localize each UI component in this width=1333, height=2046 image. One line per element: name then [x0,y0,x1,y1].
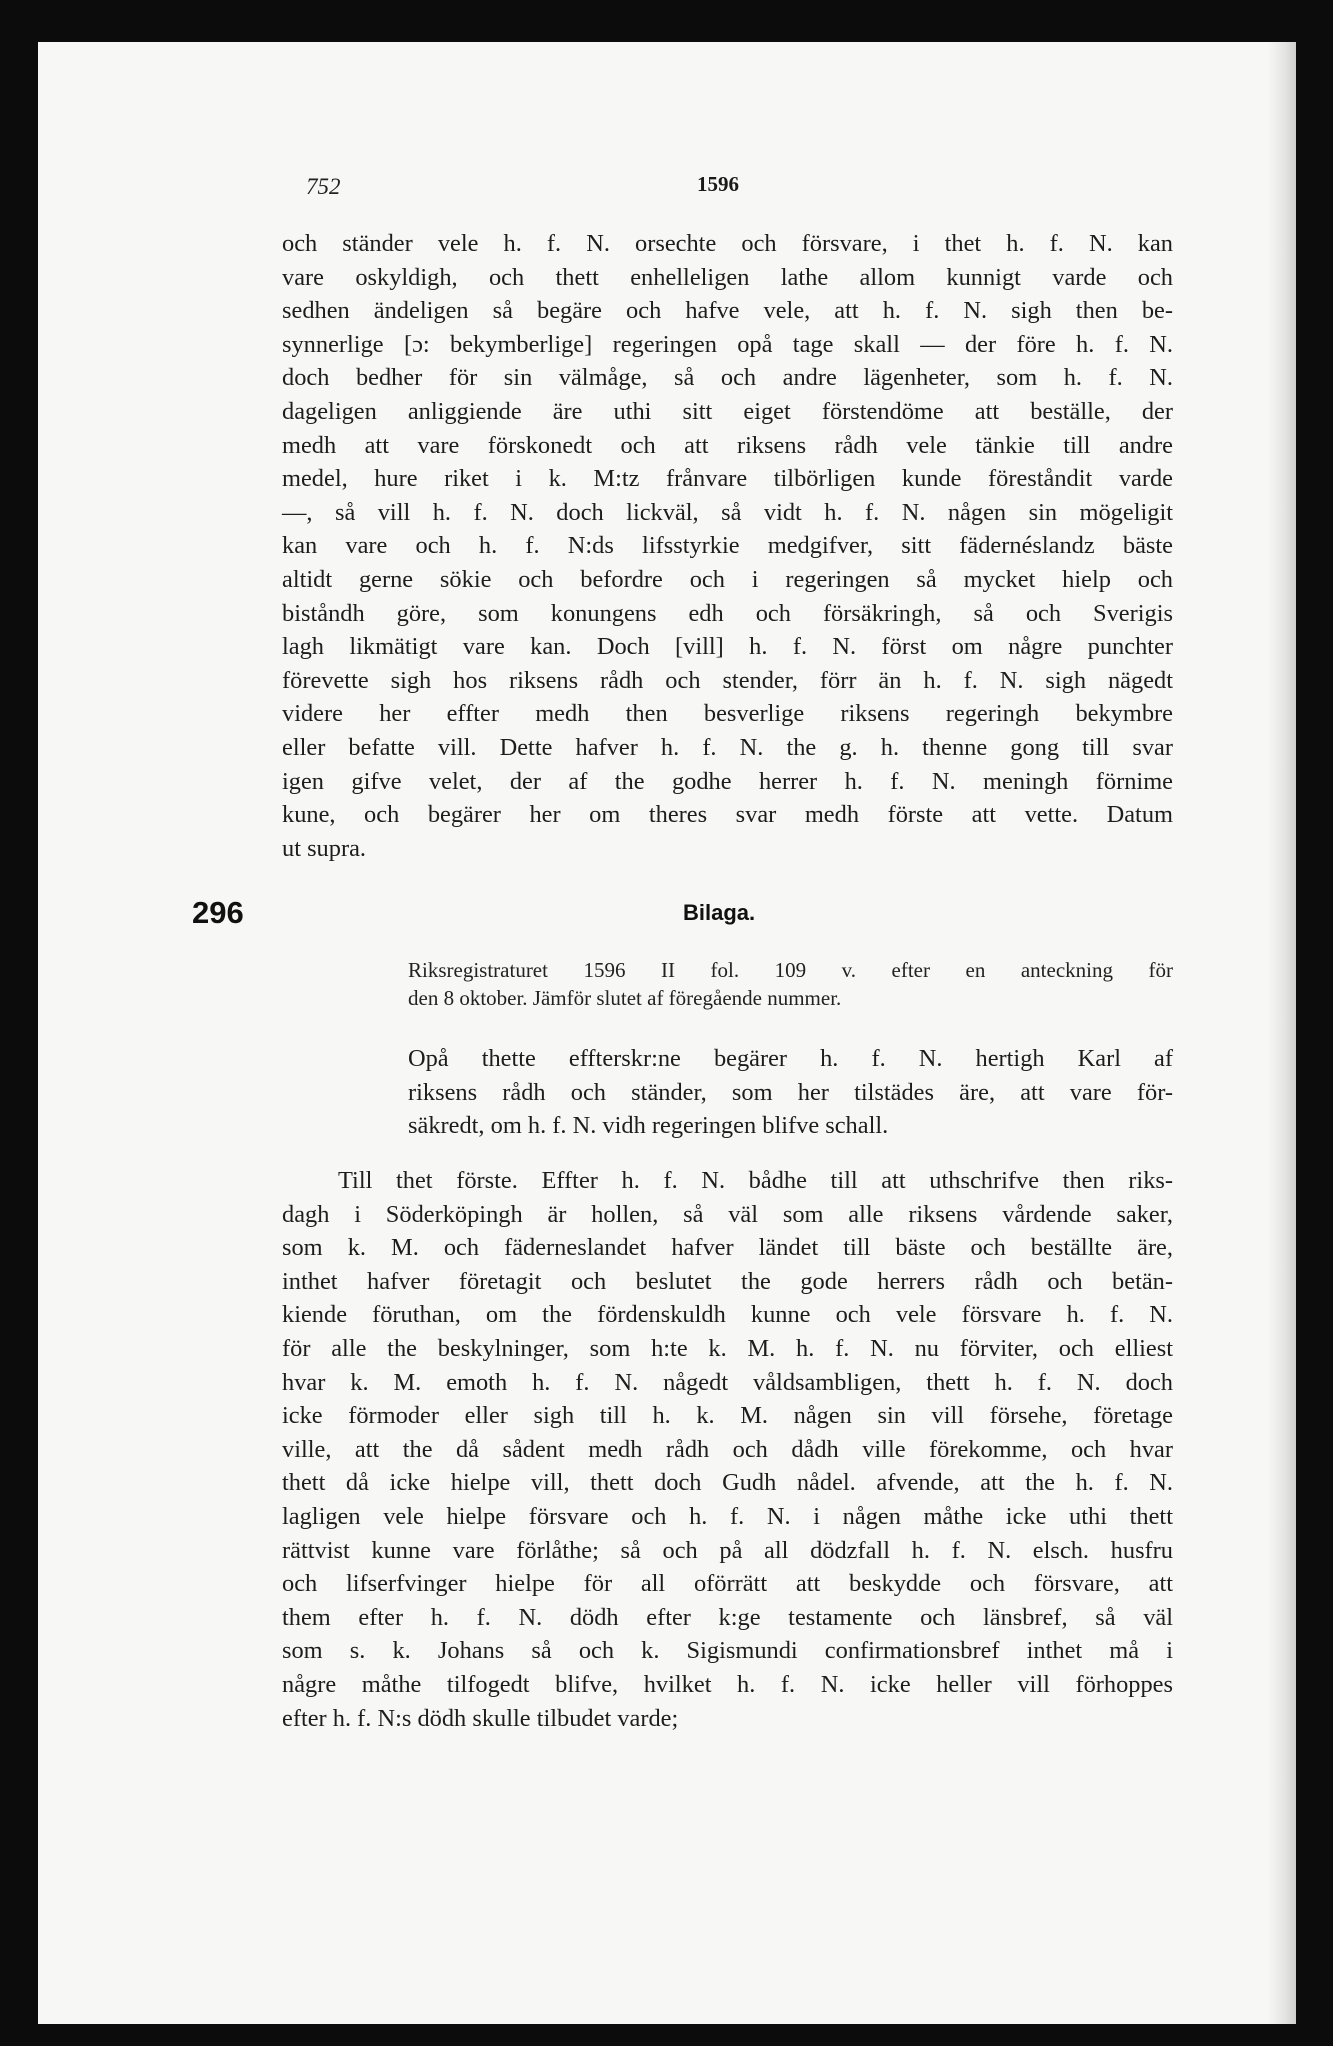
text-line: efter h. f. N:s dödh skulle tilbudet varde; [282,1704,679,1732]
text-line: doch bedher för sin välmåge, så och andre lägenheter, som h. f. N. [282,364,1173,392]
text-line: —, så vill h. f. N. doch lickväl, så vidt h. f. N. någen sin mögeligit [282,498,1173,526]
scan-border-left [0,0,38,2046]
text-line: och lifserfvinger hielpe för all oförrätt att beskydde och försvare, att [282,1570,1173,1598]
paper-edge-shadow [1268,42,1296,2024]
text-line: som k. M. och fäderneslandet hafver ländet till bäste och beställte äre, [282,1234,1173,1262]
text-line: them efter h. f. N. dödh efter k:ge testamente och länsbref, så väl [282,1603,1173,1631]
text-line: altidt gerne sökie och befordre och i regeringen så mycket hielp och [282,565,1173,593]
text-line: kune, och begärer her om theres svar medh förste att vette. Datum [282,801,1173,829]
text-line: kiende föruthan, om the fördenskuldh kunne och vele försvare h. f. N. [282,1301,1173,1329]
text-line: videre her effter medh then besverlige riksens regeringh bekymbre [282,700,1173,728]
scan-border-bottom [0,2024,1333,2046]
source-note-line: Riksregistraturet 1596 II fol. 109 v. efter en anteckning för [408,958,1173,982]
text-line: lagh likmätigt vare kan. Doch [vill] h. f. N. först om någre punchter [282,633,1173,661]
text-line: biståndh göre, som konungens edh och försäkringh, så och Sverigis [282,599,1173,627]
intro-line: Opå thette effterskr:ne begärer h. f. N. hertigh Karl af [408,1045,1173,1072]
text-line: ville, att the då sådent medh rådh och dådh ville förekomme, och hvar [282,1435,1173,1463]
text-line: och ständer vele h. f. N. orsechte och försvare, i thet h. f. N. kan [282,230,1173,257]
scan-border-right [1296,0,1333,2046]
text-line: dagh i Söderköpingh är hollen, så väl som alle riksens vårdende saker, [282,1200,1173,1228]
text-line: Till thet förste. Effter h. f. N. bådhe till att uthschrifve then riks- [338,1167,1173,1194]
running-header-year: 1596 [697,172,739,196]
text-line: inthet hafver företagit och beslutet the gode herrers rådh och betän- [282,1267,1173,1295]
text-line: förevette sigh hos riksens rådh och stender, förr än h. f. N. sigh nägedt [282,666,1173,694]
text-line: thett då icke hielpe vill, thett doch Gudh nådel. afvende, att the h. f. N. [282,1469,1173,1497]
intro-line: säkredt, om h. f. N. vidh regeringen blifve schall. [408,1112,889,1140]
text-line: medel, hure riket i k. M:tz frånvare tilbörligen kunde föreståndit varde [282,465,1173,493]
text-line: vare oskyldigh, och thett enhelleligen lathe allom kunnigt varde och [282,263,1173,291]
source-note-line: den 8 oktober. Jämför slutet af föregående nummer. [408,986,842,1010]
text-line: medh att vare förskonedt och att riksens rådh vele tänkie till andre [282,431,1173,459]
appendix-heading: Bilaga. [683,900,756,925]
text-line: för alle the beskylninger, som h:te k. M. h. f. N. nu förviter, och elliest [282,1334,1173,1362]
text-line: icke förmoder eller sigh till h. k. M. någen sin vill försehe, företage [282,1402,1173,1430]
text-line: igen gifve velet, der af the godhe herrer h. f. N. meningh förnime [282,767,1173,795]
text-line: lagligen vele hielpe försvare och h. f. N. i någen måthe icke uthi thett [282,1502,1173,1530]
text-line: eller befatte vill. Dette hafver h. f. N. the g. h. thenne gong till svar [282,733,1173,761]
source-note [408,956,1173,1012]
text-line: någre måthe tilfogedt blifve, hvilket h. f. N. icke heller vill förhoppes [282,1670,1173,1698]
scan-border-top [0,0,1333,42]
intro-paragraph [408,1042,1173,1143]
text-line: kan vare och h. f. N:ds lifsstyrkie medgifver, sitt fädernéslandz bäste [282,532,1173,560]
text-line: som s. k. Johans så och k. Sigismundi confirmationsbref inthet må i [282,1637,1173,1665]
text-line: hvar k. M. emoth h. f. N. någedt våldsambligen, thett h. f. N. doch [282,1368,1173,1396]
text-line: rättvist kunne vare förlåthe; så och på all dödzfall h. f. N. elsch. husfru [282,1536,1173,1564]
text-line: synnerlige [ɔ: bekymberlige] regeringen opå tage skall — der före h. f. N. [282,330,1173,358]
text-line: dageligen anliggiende äre uthi sitt eiget förstendöme att beställe, der [282,397,1173,425]
page-number: 752 [306,174,341,199]
main-text [282,1164,1173,1735]
intro-line: riksens rådh och ständer, som her tilstädes äre, att vare för- [408,1078,1173,1106]
text-line: ut supra. [282,834,366,862]
document-number: 296 [192,895,244,930]
text-line: sedhen ändeligen så begäre och hafve vele, att h. f. N. sigh then be- [282,297,1173,325]
continuation-text [282,227,1173,865]
